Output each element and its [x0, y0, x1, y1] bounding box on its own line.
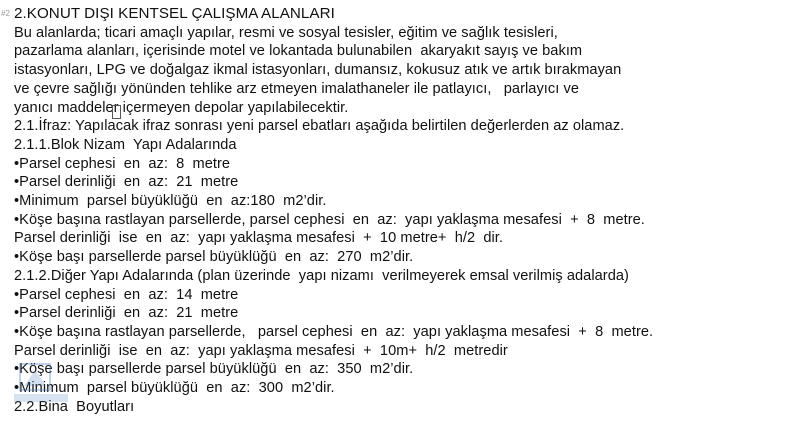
subsection-heading: 2.1.1.Blok Nizam Yapı Adalarında	[14, 136, 237, 153]
subsection-heading: 2.1.2.Diğer Yapı Adalarında (plan üzerinde yapı nizamı verilmeyerek emsal verilmiş adalarda)	[14, 267, 629, 284]
bullet-item: •Minimum parsel büyüklüğü en az: 300 m2’dir.	[14, 380, 335, 397]
logo-watermark-icon	[10, 358, 72, 408]
subsection-heading: 2.2.Bina Boyutları	[14, 398, 135, 415]
bullet-item: •Parsel cephesi en az: 14 metre	[14, 286, 239, 303]
text-cursor-icon	[112, 105, 121, 119]
paragraph-line: Parsel derinliği ise en az: yapı yaklaşma mesafesi + 10 metre+ h/2 dir.	[14, 230, 504, 247]
bullet-item: •Parsel derinliği en az: 21 metre	[14, 305, 239, 322]
document-text	[14, 5, 794, 416]
bullet-item: •Köşe başına rastlayan parsellerde, parsel cephesi en az: yapı yaklaşma mesafesi + 8 metre.	[14, 323, 654, 340]
paragraph-line: yanıcı maddeler içermeyen depolar yapılabilecektir.	[14, 99, 349, 116]
paragraph-line: istasyonları, LPG ve doğalgaz ikmal istasyonları, dumansız, kokusuz atık ve artık bırakmayan	[14, 62, 622, 79]
faint-page-label: #2	[1, 9, 10, 18]
bullet-item: •Parsel cephesi en az: 8 metre	[14, 155, 231, 172]
paragraph-line: pazarlama alanları, içerisinde motel ve lokantada bulunabilen akaryakıt sayış ve bakım	[14, 43, 583, 60]
paragraph-line: Parsel derinliği ise en az: yapı yaklaşma mesafesi + 10m+ h/2 metredir	[14, 342, 508, 359]
bullet-item: •Minimum parsel büyüklüğü en az:180 m2’dir.	[14, 193, 327, 210]
bullet-item: •Parsel derinliği en az: 21 metre	[14, 174, 239, 191]
bullet-item: •Köşe başı parsellerde parsel büyüklüğü en az: 350 m2’dir.	[14, 361, 414, 378]
section-title: 2.KONUT DIŞI KENTSEL ÇALIŞMA ALANLARI	[14, 5, 335, 22]
paragraph-line: ve çevre sağlığı yönünden tehlike arz etmeyen imalathaneler ile patlayıcı, parlayıcı ve	[14, 80, 579, 97]
bullet-item: •Köşe başına rastlayan parsellerde, parsel cephesi en az: yapı yaklaşma mesafesi + 8 metre.	[14, 211, 645, 228]
bullet-item: •Köşe başı parsellerde parsel büyüklüğü en az: 270 m2’dir.	[14, 249, 414, 266]
paragraph-line: Bu alanlarda; ticari amaçlı yapılar, resmi ve sosyal tesisler, eğitim ve sağlık tesisleri,	[14, 24, 558, 41]
subsection-heading: 2.1.İfraz: Yapılacak ifraz sonrası yeni parsel ebatları aşağıda belirtilen değerlerden az olamaz.	[14, 118, 625, 135]
